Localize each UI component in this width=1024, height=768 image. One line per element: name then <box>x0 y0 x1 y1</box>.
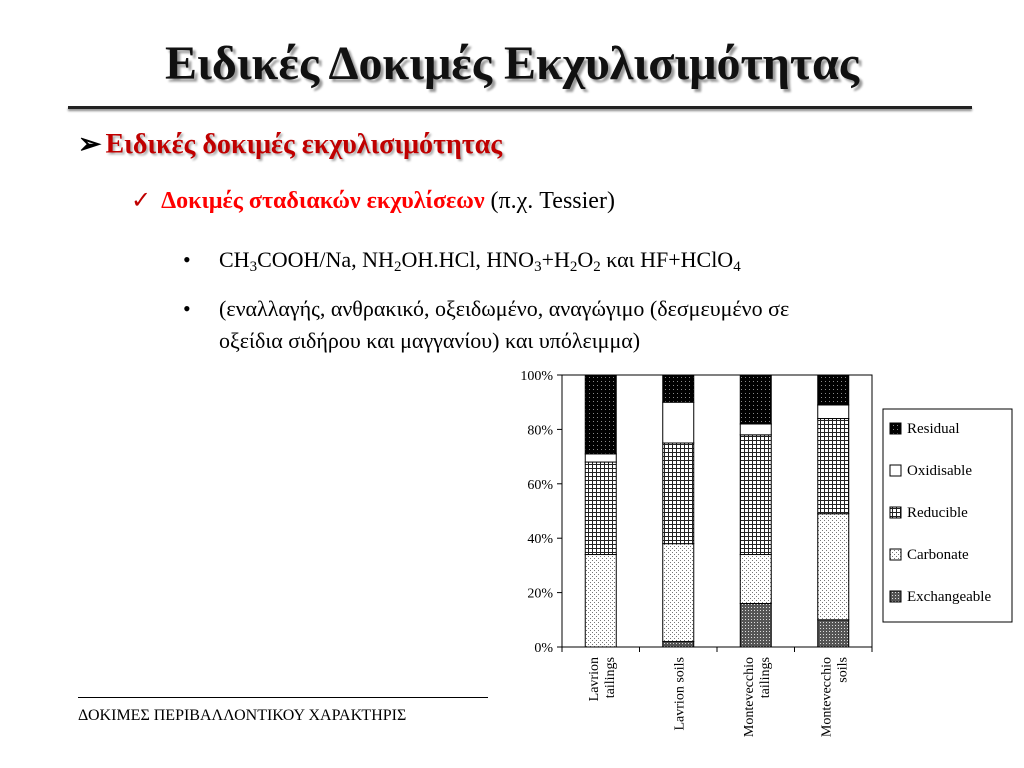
bar-segment-reducible <box>585 462 616 554</box>
x-category-label-line: Montevecchio <box>819 657 835 738</box>
bar-segment-carbonate <box>740 555 771 604</box>
x-category-label-line: soils <box>835 657 851 683</box>
bar-segment-exchangeable <box>663 642 694 647</box>
y-tick-label: 100% <box>520 369 553 384</box>
bullet-level2-highlight: Δοκιμές σταδιακών εκχυλίσεων <box>161 188 485 214</box>
fractions-text-line1: (εναλλαγής, ανθρακικό, οξειδωμένο, αναγώγιμο (δεσμευμένο σε <box>219 296 790 321</box>
chart-legend <box>883 409 1012 622</box>
x-category-label-line: tailings <box>602 657 618 699</box>
x-category-label <box>587 657 618 701</box>
x-category-label-line: Lavrion soils <box>672 657 688 731</box>
legend-label-oxidisable: Oxidisable <box>907 463 972 479</box>
bar-segment-carbonate <box>663 544 694 642</box>
bullet-level1-text: Ειδικές δοκιμές εκχυλισιμότητας <box>105 129 503 160</box>
footer-divider <box>78 697 488 698</box>
bar-segment-reducible <box>818 419 849 514</box>
arrow-bullet-icon: ➢ <box>78 129 102 160</box>
legend-label-carbonate: Carbonate <box>907 547 969 563</box>
footer-text: ΔΟΚΙΜΕΣ ΠΕΡΙΒΑΛΛΟΝΤΙΚΟΥ ΧΑΡΑΚΤΗΡΙΣ <box>78 707 407 724</box>
bullet-level2-text: (π.χ. Tessier) <box>490 188 615 214</box>
y-tick-label: 0% <box>534 641 553 656</box>
legend-swatch-residual <box>890 423 901 434</box>
bar-segment-oxidisable <box>818 405 849 419</box>
legend-swatch-oxidisable <box>890 465 901 476</box>
fractions-text-line2: οξείδια σιδήρου και μαγγανίου) και υπόλειμμα) <box>219 328 641 353</box>
y-tick-label: 80% <box>527 423 553 439</box>
bullet-dot-icon: • <box>183 247 191 272</box>
x-category-label-line: Montevecchio <box>741 657 757 738</box>
y-tick-label: 60% <box>527 477 553 493</box>
bar-segment-residual <box>818 375 849 405</box>
reagents-text: $CH_3COOH/Na$, $NH_2OH.HCl$, $HNO_3+H_2O_2$ και HF+HClO$_4$ <box>219 247 741 275</box>
plot-area <box>520 369 872 737</box>
bar-segment-carbonate <box>818 514 849 620</box>
bar-segment-residual <box>740 375 771 424</box>
x-category-label <box>672 657 687 731</box>
bar-segment-carbonate <box>585 555 616 647</box>
slide-title: Ειδικές Δοκιμές Εκχυλισιμότητας <box>164 37 859 90</box>
bar-segment-exchangeable <box>818 620 849 647</box>
x-category-label <box>819 657 850 737</box>
x-category-label-line: Lavrion <box>586 657 602 702</box>
bar-segment-oxidisable <box>740 424 771 435</box>
legend-label-residual: Residual <box>907 421 960 437</box>
bar-segment-oxidisable <box>663 402 694 443</box>
legend-swatch-carbonate <box>890 549 901 560</box>
bullet-dot-icon: • <box>183 296 191 321</box>
checkmark-icon: ✓ <box>131 188 152 214</box>
bar-segment-oxidisable <box>585 454 616 462</box>
x-category-label <box>742 657 773 737</box>
x-category-label-line: tailings <box>757 657 773 699</box>
bar-segment-exchangeable <box>740 603 771 647</box>
legend-label-exchangeable: Exchangeable <box>907 589 992 605</box>
bar-segment-reducible <box>663 443 694 544</box>
y-tick-label: 20% <box>527 586 553 602</box>
legend-swatch-exchangeable <box>890 591 901 602</box>
bar-segment-residual <box>585 375 616 454</box>
y-tick-label: 40% <box>527 532 553 548</box>
bar-segment-residual <box>663 375 694 402</box>
legend-swatch-reducible <box>890 507 901 518</box>
bar-segment-reducible <box>740 435 771 555</box>
legend-label-reducible: Reducible <box>907 505 968 521</box>
